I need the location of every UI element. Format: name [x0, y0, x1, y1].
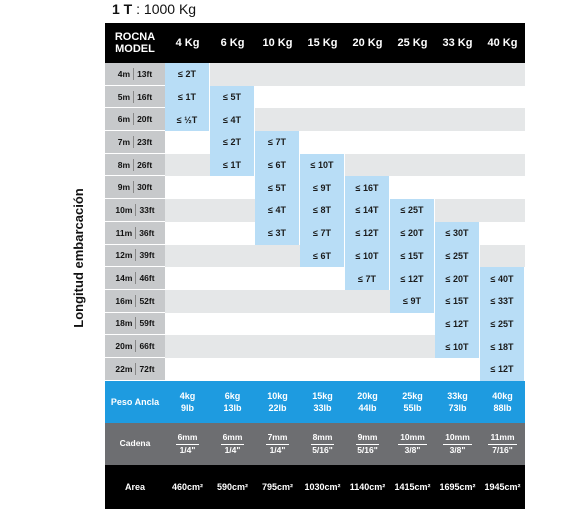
cadena-cell — [390, 423, 435, 465]
column-header: 40 Kg — [487, 37, 518, 49]
empty-cell — [435, 86, 480, 109]
empty-cell — [480, 63, 525, 86]
length-ft: 66ft — [139, 341, 155, 352]
empty-cell — [255, 358, 300, 381]
model-header — [105, 23, 165, 63]
empty-cell — [165, 290, 210, 313]
empty-cell — [255, 313, 300, 336]
capacity-cell: ≤ 12T — [435, 313, 480, 336]
area-cell: 460cm² — [171, 481, 204, 492]
length-label — [105, 131, 165, 154]
length-row — [105, 313, 525, 336]
capacity-cell: ≤ 14T — [345, 199, 390, 222]
peso-ancla-label: Peso Ancla — [110, 396, 160, 407]
capacity-cell: ≤ 12T — [390, 267, 435, 290]
empty-cell — [165, 245, 210, 268]
peso-kg: 40kg — [492, 390, 513, 401]
cadena-mm: 6mm — [176, 432, 200, 445]
length-ft: 33ft — [139, 204, 155, 215]
capacity-cell: ≤ 10T — [435, 335, 480, 358]
empty-cell — [300, 358, 345, 381]
area-cell: 1695cm² — [439, 481, 476, 492]
length-m: 10m — [115, 204, 133, 215]
cadena-in: 1/4" — [224, 444, 241, 455]
empty-cell — [255, 335, 300, 358]
empty-cell — [165, 358, 210, 381]
capacity-cell: ≤ ½T — [165, 108, 210, 131]
column-header: 15 Kg — [307, 37, 338, 49]
peso-lb: 9lb — [180, 402, 194, 413]
peso-lb: 22lb — [268, 402, 287, 413]
capacity-cell: ≤ 30T — [435, 222, 480, 245]
length-m: 18m — [115, 318, 133, 329]
length-ft: 16ft — [137, 91, 153, 102]
length-m: 8m — [117, 159, 131, 170]
cadena-in: 1/4" — [179, 444, 196, 455]
cadena-cell — [480, 423, 525, 465]
empty-cell — [435, 199, 480, 222]
capacity-cell: ≤ 15T — [390, 245, 435, 268]
length-separator — [133, 113, 134, 125]
length-m: 22m — [115, 363, 133, 374]
capacity-cell: ≤ 4T — [255, 199, 300, 222]
area-cell: 1945cm² — [484, 481, 521, 492]
peso-ancla-row — [105, 381, 525, 423]
peso-cell — [435, 381, 480, 423]
cadena-in: 5/16" — [312, 444, 333, 455]
empty-cell — [210, 176, 255, 199]
cadena-cell — [345, 423, 390, 465]
empty-cell — [390, 63, 435, 86]
length-ft: 59ft — [139, 318, 155, 329]
cadena-in: 3/8" — [449, 444, 466, 455]
capacity-cell: ≤ 40T — [480, 267, 525, 290]
capacity-cell: ≤ 8T — [300, 199, 345, 222]
length-label — [105, 335, 165, 358]
cadena-in: 3/8" — [404, 444, 421, 455]
length-label — [105, 199, 165, 222]
cadena-mm: 11mm — [488, 432, 516, 445]
empty-cell — [390, 108, 435, 131]
model-line2: MODEL — [115, 43, 155, 55]
cadena-cell — [255, 423, 300, 465]
capacity-cell: ≤ 9T — [300, 176, 345, 199]
empty-cell — [165, 267, 210, 290]
peso-lb: 73lb — [448, 402, 467, 413]
length-ft: 13ft — [137, 68, 153, 79]
capacity-cell: ≤ 5T — [255, 176, 300, 199]
column-header: 10 Kg — [262, 37, 293, 49]
empty-cell — [300, 131, 345, 154]
length-m: 11m — [115, 227, 133, 238]
length-label — [105, 108, 165, 131]
length-separator — [133, 136, 134, 148]
length-row — [105, 108, 525, 131]
peso-lb: 88lb — [493, 402, 512, 413]
empty-cell — [435, 176, 480, 199]
peso-kg: 4kg — [179, 390, 196, 401]
peso-cell — [255, 381, 300, 423]
area-cell: 1140cm² — [349, 481, 386, 492]
peso-cell — [345, 381, 390, 423]
length-separator — [133, 91, 134, 103]
capacity-cell: ≤ 1T — [210, 154, 255, 177]
length-separator — [133, 181, 134, 193]
cadena-mm: 8mm — [311, 432, 335, 445]
peso-cell — [480, 381, 525, 423]
length-row — [105, 131, 525, 154]
capacity-cell: ≤ 18T — [480, 335, 525, 358]
length-row — [105, 63, 525, 86]
capacity-cell: ≤ 25T — [480, 313, 525, 336]
empty-cell — [345, 131, 390, 154]
length-row — [105, 154, 525, 177]
length-separator — [135, 295, 136, 307]
empty-cell — [165, 154, 210, 177]
column-header: 33 Kg — [442, 37, 473, 49]
empty-cell — [345, 290, 390, 313]
empty-cell — [345, 313, 390, 336]
empty-cell — [480, 245, 525, 268]
length-label — [105, 154, 165, 177]
length-ft: 39ft — [139, 250, 155, 261]
empty-cell — [165, 131, 210, 154]
peso-kg: 20kg — [357, 390, 378, 401]
area-cell: 1030cm² — [304, 481, 341, 492]
length-separator — [135, 272, 136, 284]
empty-cell — [390, 335, 435, 358]
empty-cell — [390, 131, 435, 154]
length-row — [105, 86, 525, 109]
empty-cell — [165, 313, 210, 336]
capacity-cell: ≤ 4T — [210, 108, 255, 131]
capacity-cell: ≤ 15T — [435, 290, 480, 313]
empty-cell — [210, 313, 255, 336]
cadena-mm: 6mm — [221, 432, 245, 445]
area-cell: 590cm² — [216, 481, 249, 492]
capacity-cell: ≤ 10T — [345, 245, 390, 268]
empty-cell — [435, 108, 480, 131]
length-m: 5m — [117, 91, 131, 102]
empty-cell — [480, 154, 525, 177]
capacity-cell: ≤ 6T — [255, 154, 300, 177]
cadena-mm: 7mm — [266, 432, 290, 445]
empty-cell — [165, 199, 210, 222]
area-row — [105, 465, 525, 509]
length-ft: 46ft — [139, 273, 155, 284]
length-label — [105, 63, 165, 86]
length-m: 14m — [115, 273, 133, 284]
empty-cell — [255, 108, 300, 131]
cadena-mm: 10mm — [443, 432, 472, 445]
empty-cell — [300, 313, 345, 336]
length-label — [105, 222, 165, 245]
length-separator — [135, 227, 136, 239]
capacity-cell: ≤ 10T — [300, 154, 345, 177]
empty-cell — [165, 222, 210, 245]
empty-cell — [345, 335, 390, 358]
empty-cell — [345, 108, 390, 131]
empty-cell — [390, 154, 435, 177]
length-row — [105, 222, 525, 245]
cadena-cell — [300, 423, 345, 465]
capacity-cell: ≤ 5T — [210, 86, 255, 109]
length-ft: 36ft — [139, 227, 155, 238]
cadena-mm: 9mm — [356, 432, 380, 445]
length-separator — [133, 159, 134, 171]
length-row — [105, 245, 525, 268]
model-line1: ROCNA — [114, 31, 156, 43]
column-header: 25 Kg — [397, 37, 428, 49]
peso-kg: 6kg — [224, 390, 241, 401]
empty-cell — [435, 358, 480, 381]
cadena-in: 7/16" — [492, 444, 513, 455]
capacity-cell: ≤ 25T — [435, 245, 480, 268]
peso-kg: 33kg — [447, 390, 468, 401]
empty-cell — [165, 335, 210, 358]
capacity-cell: ≤ 7T — [255, 131, 300, 154]
capacity-cell: ≤ 7T — [345, 267, 390, 290]
header-row — [105, 23, 525, 63]
cadena-cell — [435, 423, 480, 465]
empty-cell — [390, 176, 435, 199]
length-m: 20m — [115, 341, 133, 352]
title-bold: 1 T — [112, 1, 133, 17]
length-label — [105, 176, 165, 199]
anchor-sizing-table — [105, 23, 525, 509]
empty-cell — [390, 313, 435, 336]
empty-cell — [210, 63, 255, 86]
area-label: Area — [124, 481, 145, 492]
peso-kg: 25kg — [402, 390, 423, 401]
empty-cell — [210, 222, 255, 245]
empty-cell — [480, 199, 525, 222]
length-row — [105, 199, 525, 222]
cadena-mm: 10mm — [398, 432, 427, 445]
empty-cell — [300, 108, 345, 131]
peso-cell — [390, 381, 435, 423]
empty-cell — [210, 290, 255, 313]
empty-cell — [480, 108, 525, 131]
length-separator — [135, 249, 136, 261]
length-ft: 23ft — [137, 136, 153, 147]
peso-kg: 10kg — [267, 390, 288, 401]
empty-cell — [255, 267, 300, 290]
empty-cell — [300, 86, 345, 109]
empty-cell — [345, 63, 390, 86]
capacity-cell: ≤ 9T — [390, 290, 435, 313]
length-row — [105, 335, 525, 358]
cadena-in: 5/16" — [357, 444, 378, 455]
capacity-cell: ≤ 2T — [165, 63, 210, 86]
empty-cell — [300, 267, 345, 290]
empty-cell — [435, 154, 480, 177]
length-ft: 72ft — [139, 363, 155, 374]
cadena-label: Cadena — [119, 438, 151, 449]
area-cell: 795cm² — [261, 481, 294, 492]
empty-cell — [255, 290, 300, 313]
peso-kg: 15kg — [312, 390, 333, 401]
title-rest: : 1000 Kg — [132, 1, 197, 17]
length-separator — [133, 68, 134, 80]
peso-lb: 55lb — [403, 402, 422, 413]
length-separator — [135, 317, 136, 329]
length-m: 4m — [117, 68, 131, 79]
length-label — [105, 290, 165, 313]
length-rows — [105, 63, 525, 381]
capacity-cell: ≤ 12T — [345, 222, 390, 245]
empty-cell — [390, 358, 435, 381]
peso-cell — [300, 381, 345, 423]
empty-cell — [255, 86, 300, 109]
empty-cell — [480, 222, 525, 245]
peso-lb: 33lb — [313, 402, 332, 413]
length-m: 7m — [117, 136, 131, 147]
length-row — [105, 290, 525, 313]
cadena-in: 1/4" — [269, 444, 286, 455]
empty-cell — [435, 131, 480, 154]
length-label — [105, 267, 165, 290]
peso-cell — [210, 381, 255, 423]
area-cell: 1415cm² — [394, 481, 431, 492]
length-label — [105, 313, 165, 336]
empty-cell — [480, 176, 525, 199]
length-label — [105, 245, 165, 268]
empty-cell — [300, 335, 345, 358]
length-row — [105, 267, 525, 290]
empty-cell — [210, 358, 255, 381]
capacity-cell: ≤ 25T — [390, 199, 435, 222]
capacity-cell: ≤ 3T — [255, 222, 300, 245]
empty-cell — [480, 131, 525, 154]
length-ft: 52ft — [139, 295, 155, 306]
length-m: 9m — [117, 182, 131, 193]
empty-cell — [390, 86, 435, 109]
capacity-cell: ≤ 20T — [435, 267, 480, 290]
column-header: 20 Kg — [352, 37, 383, 49]
length-m: 16m — [115, 295, 133, 306]
empty-cell — [345, 358, 390, 381]
length-row — [105, 358, 525, 381]
length-label — [105, 86, 165, 109]
empty-cell — [165, 176, 210, 199]
length-separator — [135, 340, 136, 352]
capacity-cell: ≤ 2T — [210, 131, 255, 154]
capacity-cell: ≤ 16T — [345, 176, 390, 199]
cadena-cell — [165, 423, 210, 465]
empty-cell — [255, 63, 300, 86]
length-m: 6m — [117, 114, 131, 125]
empty-cell — [300, 290, 345, 313]
empty-cell — [300, 63, 345, 86]
capacity-cell: ≤ 7T — [300, 222, 345, 245]
capacity-cell: ≤ 6T — [300, 245, 345, 268]
empty-cell — [210, 267, 255, 290]
empty-cell — [345, 154, 390, 177]
vertical-axis-label: Longitud embarcación — [71, 188, 86, 328]
cadena-row — [105, 423, 525, 465]
empty-cell — [210, 199, 255, 222]
capacity-cell: ≤ 12T — [480, 358, 525, 381]
peso-lb: 44lb — [358, 402, 377, 413]
length-separator — [135, 204, 136, 216]
cadena-cell — [210, 423, 255, 465]
column-header: 6 Kg — [220, 37, 245, 49]
length-ft: 30ft — [137, 182, 153, 193]
peso-lb: 13lb — [223, 402, 242, 413]
capacity-cell: ≤ 20T — [390, 222, 435, 245]
column-header: 4 Kg — [175, 37, 200, 49]
length-label — [105, 358, 165, 381]
empty-cell — [210, 335, 255, 358]
empty-cell — [345, 86, 390, 109]
length-ft: 26ft — [137, 159, 153, 170]
length-ft: 20ft — [137, 114, 153, 125]
capacity-cell: ≤ 33T — [480, 290, 525, 313]
empty-cell — [210, 245, 255, 268]
empty-cell — [435, 63, 480, 86]
chart-title — [112, 1, 196, 17]
length-m: 12m — [115, 250, 133, 261]
length-separator — [135, 363, 136, 375]
capacity-cell: ≤ 1T — [165, 86, 210, 109]
length-row — [105, 176, 525, 199]
peso-cell — [165, 381, 210, 423]
empty-cell — [255, 245, 300, 268]
empty-cell — [480, 86, 525, 109]
